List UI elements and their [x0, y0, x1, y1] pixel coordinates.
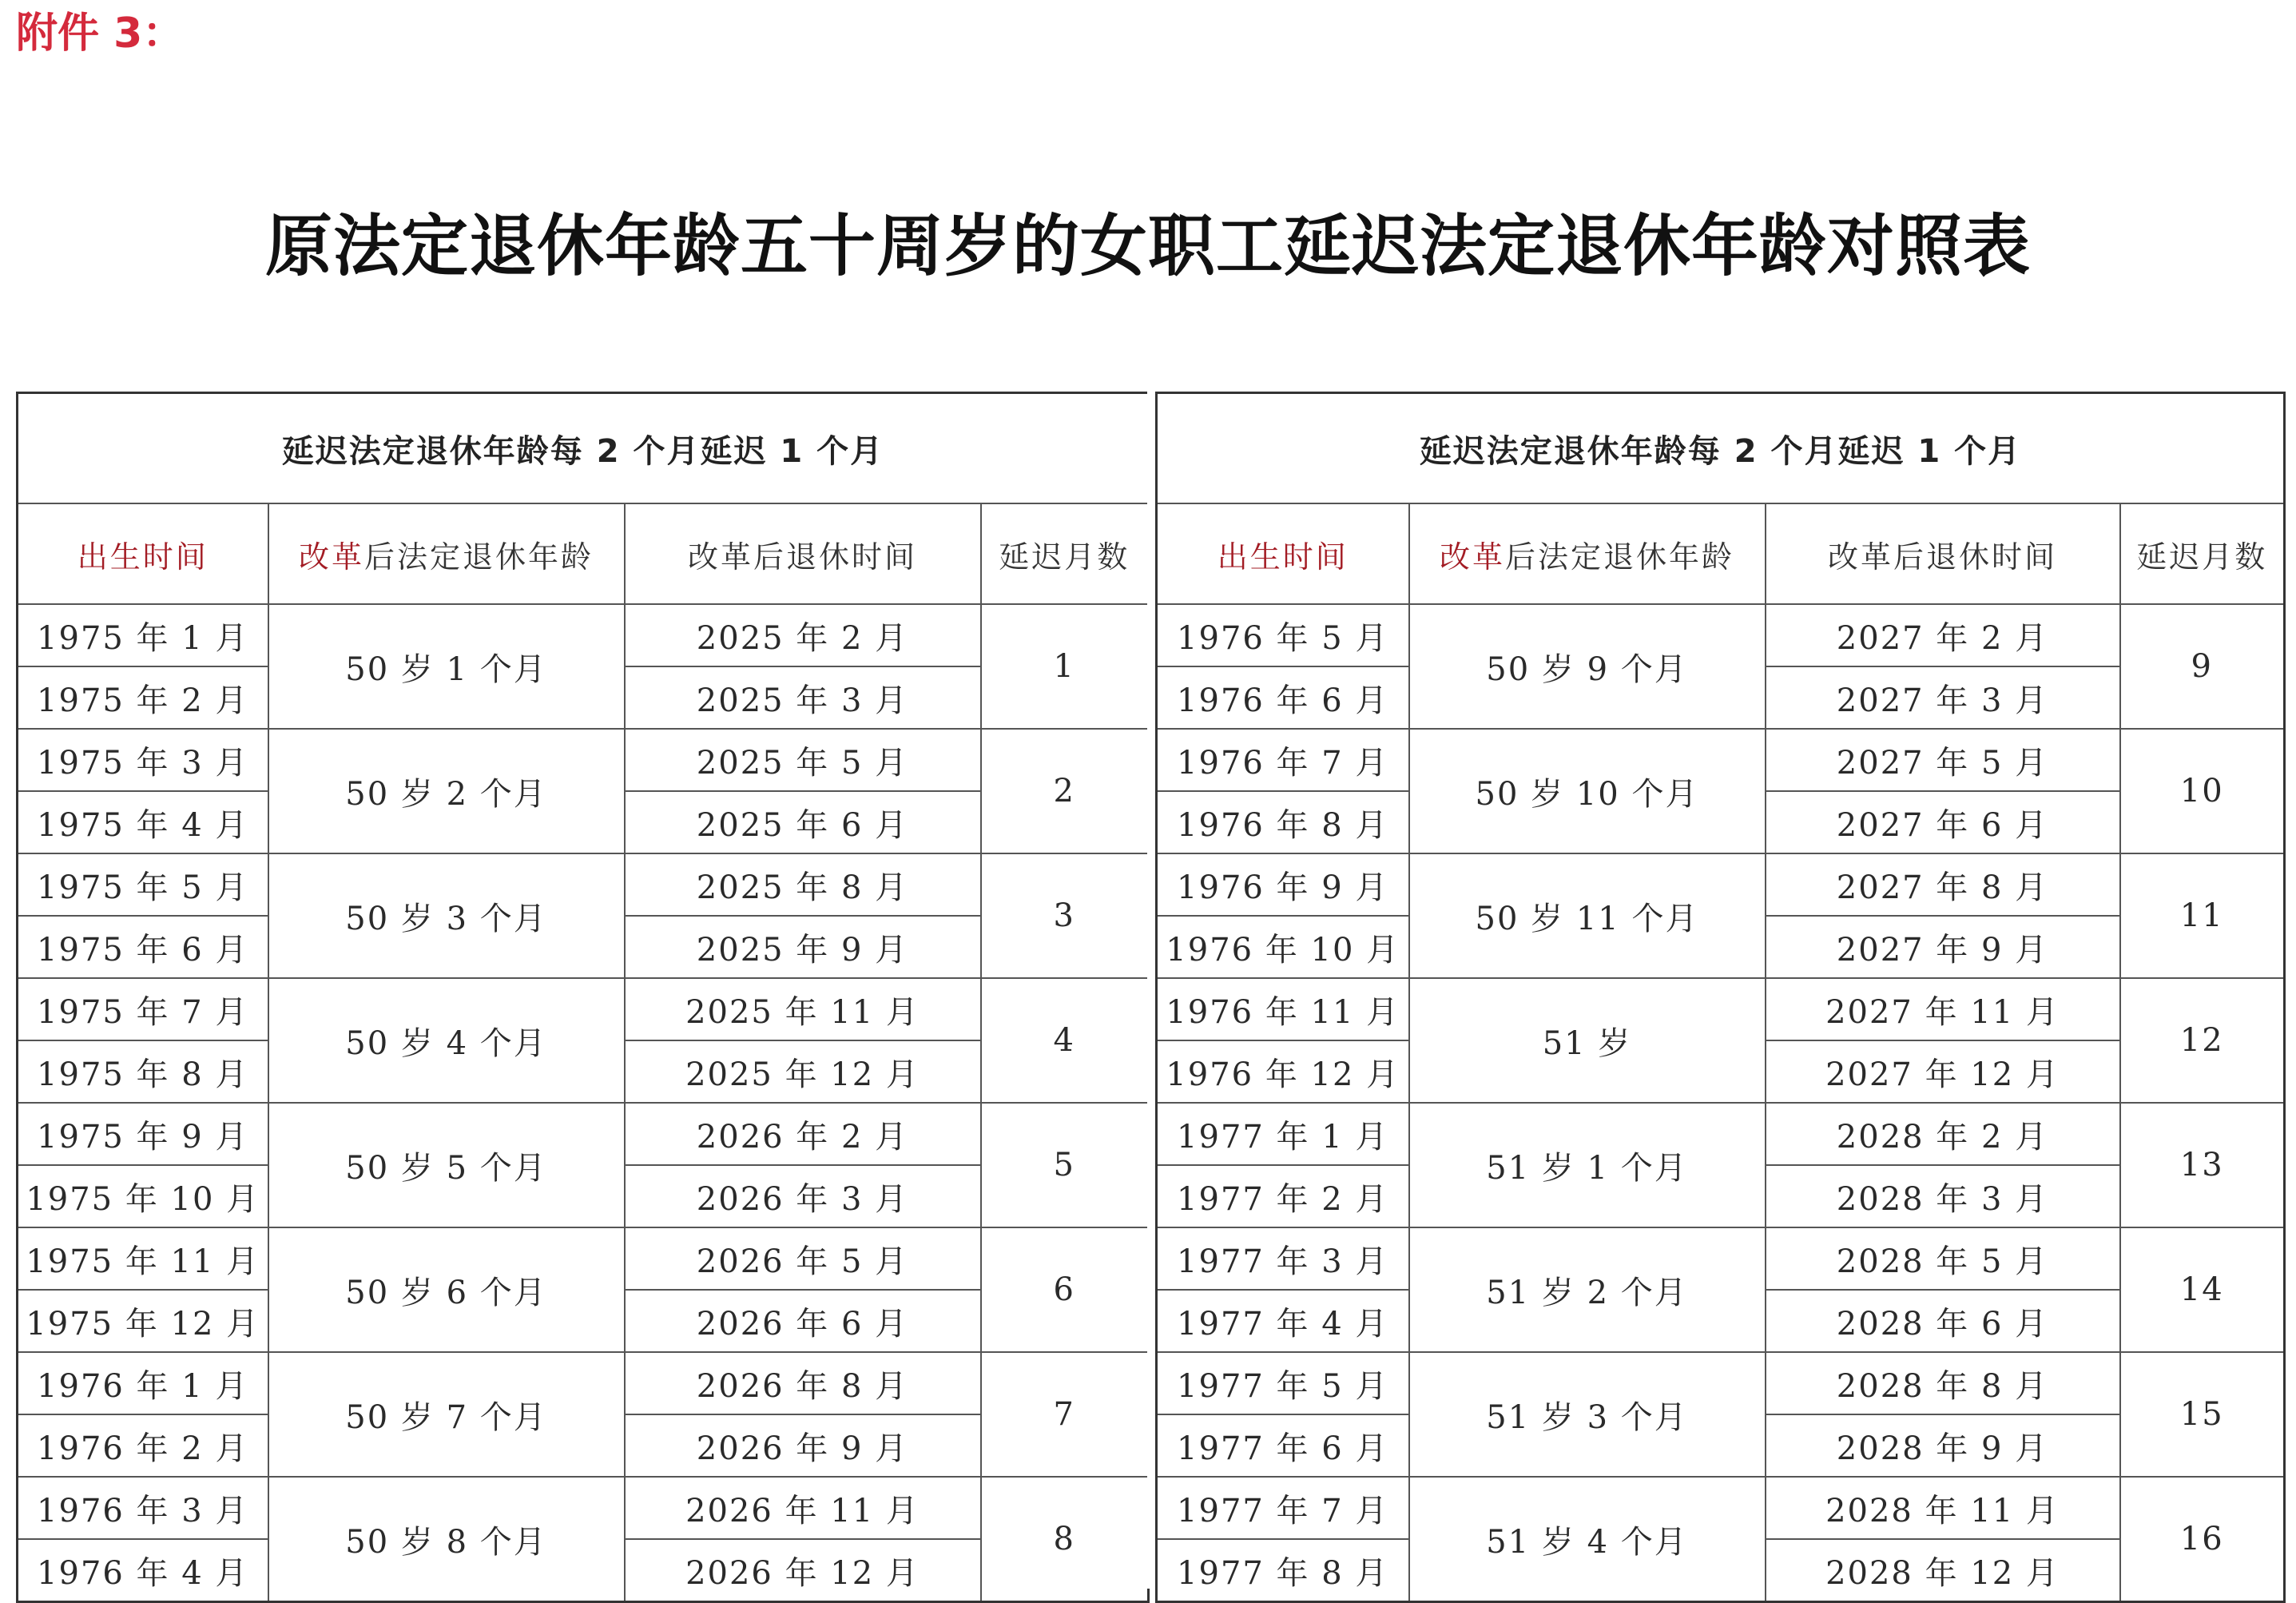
table-row [1157, 1477, 2285, 1539]
retirement-time-cell: 2025 年 12 月 [625, 1040, 981, 1103]
birth-date-cell: 1977 年 1 月 [1157, 1103, 1409, 1165]
retirement-time-cell: 2025 年 6 月 [625, 791, 981, 853]
right-group-header: 延迟法定退休年龄每 2 个月延迟 1 个月 [1157, 393, 2285, 504]
delay-months-cell: 7 [981, 1352, 1149, 1477]
delay-months-cell: 4 [981, 978, 1149, 1103]
birth-date-cell: 1975 年 3 月 [18, 729, 268, 791]
table-row [18, 978, 1149, 1040]
delay-months-cell: 1 [981, 604, 1149, 729]
birth-date-cell: 1976 年 12 月 [1157, 1040, 1409, 1103]
retirement-time-cell: 2025 年 11 月 [625, 978, 981, 1040]
table-row [18, 729, 1149, 791]
new-retirement-age-cell: 50 岁 9 个月 [1409, 604, 1766, 729]
left-group-header: 延迟法定退休年龄每 2 个月延迟 1 个月 [18, 393, 1149, 504]
retirement-time-cell: 2027 年 11 月 [1766, 978, 2120, 1040]
left-table-panel [16, 392, 1147, 1592]
new-retirement-age-cell: 50 岁 4 个月 [268, 978, 625, 1103]
left-col-new-age-suffix: 退休年龄 [463, 539, 594, 575]
delay-months-cell: 11 [2120, 853, 2285, 978]
new-retirement-age-cell: 51 岁 1 个月 [1409, 1103, 1766, 1227]
attachment-label: 附件 3： [16, 10, 185, 58]
birth-date-cell: 1975 年 7 月 [18, 978, 268, 1040]
right-col-new-age-suffix: 退休年龄 [1603, 539, 1735, 575]
delay-months-cell: 6 [981, 1227, 1149, 1352]
left-table-body [18, 604, 1149, 1602]
birth-date-cell: 1976 年 7 月 [1157, 729, 1409, 791]
new-retirement-age-cell: 50 岁 3 个月 [268, 853, 625, 978]
table-row [1157, 604, 2285, 666]
new-retirement-age-cell: 50 岁 11 个月 [1409, 853, 1766, 978]
retirement-time-cell: 2026 年 8 月 [625, 1352, 981, 1414]
retirement-time-cell: 2025 年 3 月 [625, 666, 981, 729]
birth-date-cell: 1976 年 5 月 [1157, 604, 1409, 666]
right-table-panel [1155, 392, 2283, 1592]
delay-months-cell: 16 [2120, 1477, 2285, 1602]
right-col-retire-time-header: 改革后退休时间 [1766, 503, 2120, 604]
retirement-time-cell: 2028 年 2 月 [1766, 1103, 2120, 1165]
left-col-new-age-prefix: 改革 [298, 539, 364, 575]
table-row [18, 1103, 1149, 1165]
retirement-time-cell: 2026 年 3 月 [625, 1165, 981, 1227]
birth-date-cell: 1977 年 4 月 [1157, 1290, 1409, 1352]
birth-date-cell: 1976 年 2 月 [18, 1414, 268, 1477]
table-row [1157, 853, 2285, 916]
retirement-time-cell: 2028 年 12 月 [1766, 1539, 2120, 1602]
table-row [18, 604, 1149, 666]
table-row [1157, 1227, 2285, 1290]
retirement-time-cell: 2025 年 2 月 [625, 604, 981, 666]
birth-date-cell: 1976 年 3 月 [18, 1477, 268, 1539]
birth-date-cell: 1975 年 1 月 [18, 604, 268, 666]
retirement-time-cell: 2027 年 9 月 [1766, 916, 2120, 978]
right-col-new-age-prefix: 改革 [1439, 539, 1505, 575]
birth-date-cell: 1975 年 8 月 [18, 1040, 268, 1103]
new-retirement-age-cell: 50 岁 8 个月 [268, 1477, 625, 1602]
table-row [18, 853, 1149, 916]
birth-date-cell: 1977 年 7 月 [1157, 1477, 1409, 1539]
delay-months-cell: 8 [981, 1477, 1149, 1602]
delay-months-cell: 13 [2120, 1103, 2285, 1227]
table-row [1157, 1352, 2285, 1414]
birth-date-cell: 1976 年 1 月 [18, 1352, 268, 1414]
right-retirement-table [1155, 392, 2286, 1603]
delay-months-cell: 12 [2120, 978, 2285, 1103]
retirement-time-cell: 2026 年 2 月 [625, 1103, 981, 1165]
birth-date-cell: 1976 年 8 月 [1157, 791, 1409, 853]
left-col-new-age-mid: 后法定 [363, 539, 463, 575]
table-row [18, 1227, 1149, 1290]
panel-divider [1147, 392, 1155, 1589]
right-col-new-age-header [1409, 503, 1766, 604]
birth-date-cell: 1976 年 4 月 [18, 1539, 268, 1602]
retirement-time-cell: 2028 年 5 月 [1766, 1227, 2120, 1290]
retirement-time-cell: 2026 年 9 月 [625, 1414, 981, 1477]
left-col-retire-time-header: 改革后退休时间 [625, 503, 981, 604]
birth-date-cell: 1976 年 6 月 [1157, 666, 1409, 729]
left-retirement-table [16, 392, 1150, 1603]
retirement-time-cell: 2026 年 5 月 [625, 1227, 981, 1290]
birth-date-cell: 1976 年 10 月 [1157, 916, 1409, 978]
birth-date-cell: 1975 年 10 月 [18, 1165, 268, 1227]
new-retirement-age-cell: 50 岁 1 个月 [268, 604, 625, 729]
new-retirement-age-cell: 50 岁 2 个月 [268, 729, 625, 853]
table-row [1157, 978, 2285, 1040]
birth-date-cell: 1975 年 12 月 [18, 1290, 268, 1352]
new-retirement-age-cell: 51 岁 [1409, 978, 1766, 1103]
new-retirement-age-cell: 50 岁 7 个月 [268, 1352, 625, 1477]
retirement-time-cell: 2025 年 9 月 [625, 916, 981, 978]
delay-months-cell: 5 [981, 1103, 1149, 1227]
birth-date-cell: 1977 年 3 月 [1157, 1227, 1409, 1290]
retirement-time-cell: 2028 年 11 月 [1766, 1477, 2120, 1539]
birth-date-cell: 1977 年 6 月 [1157, 1414, 1409, 1477]
retirement-time-cell: 2026 年 11 月 [625, 1477, 981, 1539]
retirement-time-cell: 2028 年 6 月 [1766, 1290, 2120, 1352]
right-col-new-age-mid: 后法定 [1504, 539, 1603, 575]
delay-months-cell: 3 [981, 853, 1149, 978]
retirement-time-cell: 2027 年 3 月 [1766, 666, 2120, 729]
birth-date-cell: 1975 年 5 月 [18, 853, 268, 916]
birth-date-cell: 1977 年 2 月 [1157, 1165, 1409, 1227]
delay-months-cell: 9 [2120, 604, 2285, 729]
retirement-time-cell: 2028 年 9 月 [1766, 1414, 2120, 1477]
delay-months-cell: 10 [2120, 729, 2285, 853]
retirement-time-cell: 2025 年 5 月 [625, 729, 981, 791]
table-row [1157, 1103, 2285, 1165]
birth-date-cell: 1977 年 8 月 [1157, 1539, 1409, 1602]
birth-date-cell: 1975 年 6 月 [18, 916, 268, 978]
retirement-time-cell: 2027 年 12 月 [1766, 1040, 2120, 1103]
retirement-time-cell: 2028 年 8 月 [1766, 1352, 2120, 1414]
table-row [1157, 729, 2285, 791]
table-row [18, 1352, 1149, 1414]
left-col-delay-header: 延迟月数 [981, 503, 1149, 604]
table-row [18, 1477, 1149, 1539]
delay-months-cell: 2 [981, 729, 1149, 853]
retirement-time-cell: 2027 年 8 月 [1766, 853, 2120, 916]
retirement-time-cell: 2027 年 6 月 [1766, 791, 2120, 853]
birth-date-cell: 1975 年 9 月 [18, 1103, 268, 1165]
new-retirement-age-cell: 50 岁 10 个月 [1409, 729, 1766, 853]
birth-date-cell: 1975 年 11 月 [18, 1227, 268, 1290]
left-col-new-age-header [268, 503, 625, 604]
page-title: 原法定退休年龄五十周岁的女职工延迟法定退休年龄对照表 [264, 206, 2031, 285]
retirement-time-cell: 2026 年 6 月 [625, 1290, 981, 1352]
birth-date-cell: 1976 年 11 月 [1157, 978, 1409, 1040]
right-table-body [1157, 604, 2285, 1602]
left-col-birth-header: 出生时间 [18, 503, 268, 604]
retirement-time-cell: 2025 年 8 月 [625, 853, 981, 916]
delay-months-cell: 15 [2120, 1352, 2285, 1477]
new-retirement-age-cell: 50 岁 6 个月 [268, 1227, 625, 1352]
birth-date-cell: 1975 年 4 月 [18, 791, 268, 853]
birth-date-cell: 1976 年 9 月 [1157, 853, 1409, 916]
retirement-time-cell: 2027 年 2 月 [1766, 604, 2120, 666]
birth-date-cell: 1977 年 5 月 [1157, 1352, 1409, 1414]
retirement-time-cell: 2026 年 12 月 [625, 1539, 981, 1602]
retirement-time-cell: 2027 年 5 月 [1766, 729, 2120, 791]
new-retirement-age-cell: 51 岁 3 个月 [1409, 1352, 1766, 1477]
new-retirement-age-cell: 51 岁 4 个月 [1409, 1477, 1766, 1602]
delay-months-cell: 14 [2120, 1227, 2285, 1352]
retirement-time-cell: 2028 年 3 月 [1766, 1165, 2120, 1227]
new-retirement-age-cell: 51 岁 2 个月 [1409, 1227, 1766, 1352]
right-col-birth-header: 出生时间 [1157, 503, 1409, 604]
new-retirement-age-cell: 50 岁 5 个月 [268, 1103, 625, 1227]
right-col-delay-header: 延迟月数 [2120, 503, 2285, 604]
birth-date-cell: 1975 年 2 月 [18, 666, 268, 729]
